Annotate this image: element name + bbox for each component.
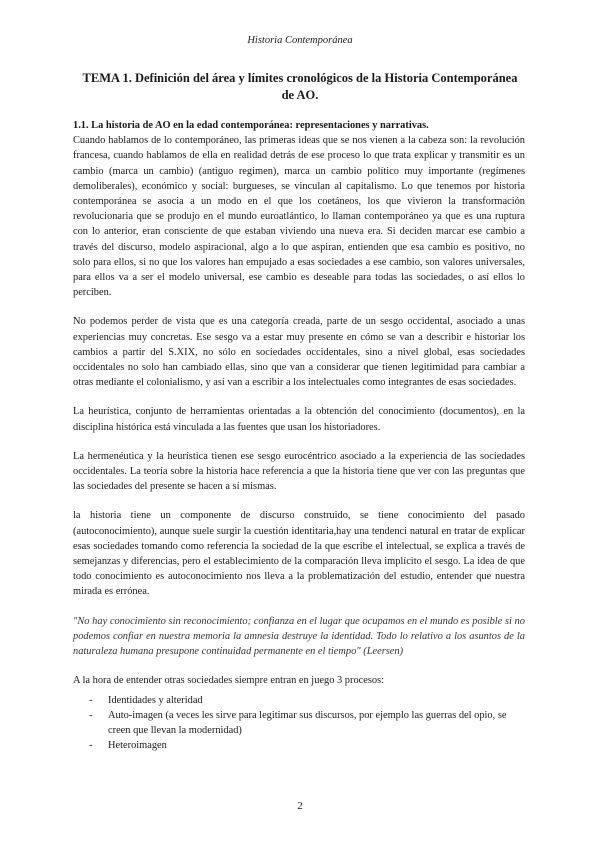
paragraph-5: la historia tiene un componente de discurso construido, se tiene conocimiento del pasado (autoconocimiento), aunque suele surgir la cuestión identitaria,hay una tendenci natural en tratar de explicar esas sociedades tomando como referencia la sociedad de la que escribe el intelectual, se explica a través de semejanzas y diferencias, pero el establecimiento de la comparación lleva implícito el sesgo. La idea de que todo conocimiento es autoconocimiento nos lleva a la problematización del estudio, entender que nuestra mirada es errónea. xyxy=(73,510,525,598)
page-number: 2 xyxy=(297,800,303,812)
list-bullet: - xyxy=(89,740,93,752)
list-item-text: Auto-imagen (a veces les sirve para legitimar sus discursos, por ejemplo las guerras del opio, se creen que llevan la modernidad) xyxy=(108,709,507,736)
list-item xyxy=(73,708,525,738)
list-item xyxy=(73,693,525,708)
paragraph-1: Cuando hablamos de lo contemporáneo, las primeras ideas que se nos vienen a la cabeza son: la revolución francesa, cuando hablamos de ella en realidad detrás de ese proceso lo que trata explicar y transmitir es un cambio (marca un cambio) (antiguo regimen), marca un cambio político muy importante (regímenes demoliberales), económico y social: burgueses, se vinculan al capitalismo. Lo que tenemos por historia contemporánea se asocia a un modo en el que los coetáneos, los que vivieron la transformación revolucionaria que se produjo en el mundo euroatlántico, lo llaman contemporáneo ya que es una ruptura con lo anterior, eran consciente de que estaban viviendo una nueva era. Si deciden marcar ese cambio a través del discurso, modelo aspiracional, algo a lo que aspiran, entienden que esa cambio es positivo, no solo para ellos, si no que los valores han empujado a esas sociedades a ese cambio, son valores universales, para ellos va a ser el modelo universal, ese cambio es deseable para todas las sociedades, o así ellos lo perciben. xyxy=(73,135,525,299)
paragraph-4: La hermenéutica y la heurística tienen ese sesgo eurocéntrico asociado a la experiencia de las sociedades occidentales. La teoría sobre la historia hace referencia a que la historia tiene que ver con las preguntas que las sociedades del presente se hacen a sí mismas. xyxy=(73,450,525,493)
section-heading: 1.1. La historia de AO en la edad contemporánea: representaciones y narrativas. xyxy=(73,120,429,131)
body-content xyxy=(73,118,525,753)
list-bullet: - xyxy=(89,694,93,706)
list-intro: A la hora de entender otras sociedades siempre entran en juego 3 procesos: xyxy=(73,675,385,687)
quotation: "No hay conocimiento sin reconocimiento; confianza en el lugar que ocupamos en el mundo es posible si no podemos confiar en nuestra memoria la amnesia destruye la identidad. Todo lo relativo a los asuntos de la naturaleza humana presupone continuidad permanente en el tiempo" (Leersen) xyxy=(73,615,525,658)
chapter-title: TEMA 1. Definición del área y límites cronológicos de la Historia Contemporánea de AO. xyxy=(82,71,518,102)
paragraph-2: No podemos perder de vista que es una categoría creada, parte de un sesgo occidental, asociado a unas experiencias muy concretas. Ese sesgo va a estar muy presente en cómo se van a describir e historiar los cambios a partir del S.XIX, no sólo en sociedades occidentales, sino a nivel global, esas sociedades occidentales no solo han cambiado ellas, sino que van a considerar que tienen legitimidad para cambiar a otras mediante el colonialismo, y así van a escribir a los intelectuales como integrantes de esas sociedades. xyxy=(73,316,525,389)
list-bullet: - xyxy=(89,709,93,721)
list-item-text: Heteroimagen xyxy=(108,740,167,752)
list-item-text: Identidades y alteridad xyxy=(108,694,203,706)
list-item xyxy=(73,738,525,753)
process-list xyxy=(73,693,525,754)
running-header: Historia Contemporánea xyxy=(247,35,353,46)
paragraph-3: La heurística, conjunto de herramientas orientadas a la obtención del conocimiento (documentos), en la disciplina histórica está vinculada a las fuentes que usan los historiadores. xyxy=(73,406,525,433)
